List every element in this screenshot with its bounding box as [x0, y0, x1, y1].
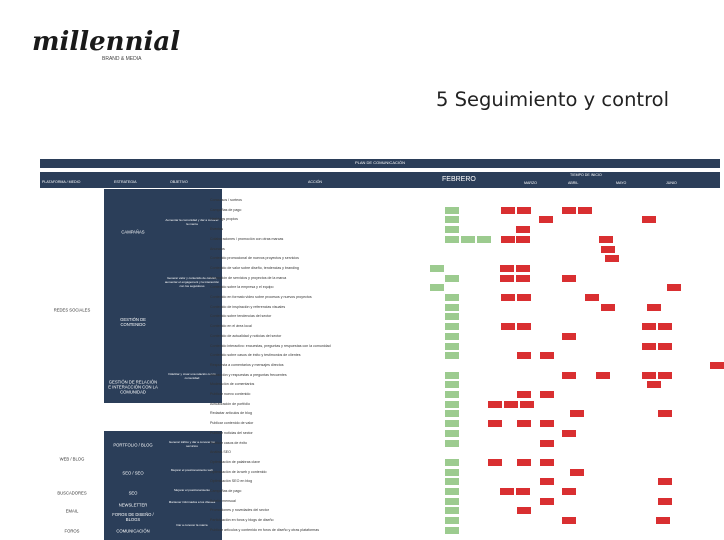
timeline-mark-active [520, 401, 534, 408]
timeline-mark-active [516, 236, 530, 243]
timeline-mark-planned [445, 507, 459, 514]
timeline-mark-planned [445, 459, 459, 466]
timeline-mark-active [658, 478, 672, 485]
timeline-mark-planned [477, 236, 491, 243]
objective-7: Mantener informados a los clientes [168, 500, 216, 504]
timeline-mark-active [540, 420, 554, 427]
action-row: Colaboraciones / promoción con otras marcas [210, 236, 284, 241]
timeline-mark-planned [445, 498, 459, 505]
strategy-newsletter: NEWSLETTER [104, 499, 222, 512]
action-row: Concursos / sorteos [210, 198, 242, 202]
action-row: Análisis SEO [210, 450, 231, 455]
action-row: Eventos [210, 227, 223, 232]
timeline-mark-active [540, 352, 554, 359]
action-row: Contenido en el área local [210, 324, 252, 329]
timeline-mark-active [658, 343, 672, 350]
platform-redes-sociales: REDES SOCIALES [40, 189, 104, 432]
month-abril: ABRIL [568, 181, 579, 185]
action-row: Boletín mensual [210, 498, 236, 503]
month-mayo: MAYO [616, 181, 627, 185]
action-row: Contenido en formato video sobre procesos y nuevos proyectos [210, 295, 312, 299]
communication-plan-table [40, 159, 720, 540]
timeline-mark-planned [445, 430, 459, 437]
timeline-mark-active [656, 517, 670, 524]
timeline-mark-active [562, 488, 576, 495]
action-row: Contenido sobre casos de éxito y testimonios de clientes [210, 353, 301, 358]
plan-title: PLAN DE COMUNICACIÓN [354, 160, 405, 165]
timeline-mark-planned [445, 527, 459, 534]
timeline-mark-planned [445, 391, 459, 398]
timeline-mark-active [517, 391, 531, 398]
timeline-mark-planned [445, 226, 459, 233]
timeline-mark-active [596, 372, 610, 379]
timeline-mark-active [500, 275, 514, 282]
timeline-mark-planned [445, 207, 459, 214]
action-row: Promociones y novedades del sector [210, 508, 269, 513]
header-objetivo: OBJETIVO [170, 180, 188, 184]
strategy-foros: FOROS DE DISEÑO / BLOGS [104, 511, 222, 523]
platform-email: EMAIL [40, 499, 104, 523]
timeline-mark-active [504, 401, 518, 408]
timeline-mark-active [500, 488, 514, 495]
brand-tagline: BRAND & MEDIA [102, 56, 142, 62]
action-row: Contenido interactivo: encuestas, preguntas y respuestas con la comunidad [210, 343, 331, 348]
month-febrero: FEBRERO [442, 176, 476, 183]
timeline-mark-planned [445, 372, 459, 379]
timeline-mark-active [488, 401, 502, 408]
timeline-mark-planned [445, 469, 459, 476]
page-title: 5 Seguimiento y control [436, 88, 670, 111]
timeline-mark-active [517, 207, 531, 214]
timeline-mark-active [562, 430, 576, 437]
objective-3: Fidelizar y crear una relación con la comunidad [168, 372, 216, 380]
header-accion: ACCIÓN [308, 180, 322, 184]
timeline-mark-active [599, 236, 613, 243]
action-row: Contenido promocional de nuevos proyectos y servicios [210, 256, 299, 261]
timeline-mark-planned [445, 420, 459, 427]
timeline-mark-active [517, 294, 531, 301]
timeline-mark-active [517, 459, 531, 466]
timeline-mark-planned [445, 488, 459, 495]
action-row: Publicar casos de éxito [210, 440, 247, 445]
timeline-mark-active [605, 255, 619, 262]
strategy-seo-web: SEO / SEO [104, 459, 222, 488]
timeline-mark-planned [445, 478, 459, 485]
timeline-mark-active [658, 410, 672, 417]
action-row: Publicar contenido de valor [210, 421, 254, 426]
action-row: Actualización de portfolio [210, 401, 250, 406]
timeline-mark-active [658, 323, 672, 330]
timeline-mark-active [540, 391, 554, 398]
column-header-bar [40, 172, 720, 188]
timeline-mark-planned [445, 313, 459, 320]
timeline-mark-active [642, 216, 656, 223]
timeline-mark-active [578, 207, 592, 214]
timeline-mark-active [517, 507, 531, 514]
timeline-mark-planned [445, 517, 459, 524]
timeline-mark-planned [445, 410, 459, 417]
timeline-mark-active [501, 207, 515, 214]
brand-name: millennial [32, 27, 181, 57]
action-row: Respuesta a comentarios y mensajes directos [210, 362, 284, 367]
timeline-mark-planned [445, 236, 459, 243]
timeline-mark-active [539, 216, 553, 223]
timeline-mark-active [516, 275, 530, 282]
action-row: Moderación de comentarios [210, 382, 255, 387]
platform-web-blog: WEB / BLOG [40, 431, 104, 488]
strategy-campanas: CAMPAÑAS [104, 189, 222, 275]
platform-foros: FOROS [40, 522, 104, 540]
action-row: Interacción y respuestas a preguntas frecuentes [210, 372, 287, 377]
action-row: Optimización SEO en blog [210, 479, 253, 484]
strategy-gestion-relacion: GESTIÓN DE RELACIÓN E INTERACCIÓN CON LA COMUNIDAD [104, 370, 222, 404]
action-row: Optimización de palabras clave [210, 459, 260, 464]
objective-1: Aumentar la comunidad y dar a conocer la marca [165, 218, 219, 226]
objective-5: Mejorar el posicionamiento web [170, 468, 214, 472]
timeline-mark-planned [445, 440, 459, 447]
timeline-mark-active [642, 323, 656, 330]
action-row: Anuncios [210, 246, 225, 251]
timeline-mark-planned [445, 294, 459, 301]
month-marzo: MARZO [524, 181, 537, 185]
action-row: Hashtags propios [210, 217, 238, 222]
timeline-mark-planned [430, 265, 444, 272]
timeline-mark-planned [430, 284, 444, 291]
timeline-mark-active [647, 381, 661, 388]
timeline-mark-active [501, 236, 515, 243]
objective-8: Dar a conocer la marca [176, 523, 208, 527]
timeline-mark-active [667, 284, 681, 291]
objective-6: Mejorar el posicionamiento [174, 488, 210, 492]
timeline-mark-active [488, 420, 502, 427]
timeline-mark-active [570, 410, 584, 417]
action-row: Optimización de la web y contenido [210, 469, 267, 474]
action-row: Publicar noticias del sector [210, 430, 253, 435]
action-row: Contenido de valor sobre diseño, tendencias y branding [210, 265, 299, 270]
action-row: Contenido de actualidad y noticias del sector [210, 333, 282, 338]
timeline-mark-active [501, 323, 515, 330]
timeline-mark-active [516, 226, 530, 233]
brand-logo [30, 18, 181, 68]
timeline-mark-active [562, 275, 576, 282]
action-row: Contenido de inspiración y referencias visuales [210, 304, 286, 309]
header-plataforma: PLATAFORMA / MEDIO [42, 180, 81, 184]
timeline-mark-planned [445, 401, 459, 408]
timeline-mark-active [601, 246, 615, 253]
timeline-mark-planned [445, 343, 459, 350]
plan-title-bar [40, 159, 720, 168]
timeline-mark-planned [445, 333, 459, 340]
timeline-mark-planned [445, 275, 459, 282]
action-row: Campañas de pago [210, 489, 242, 493]
timeline-mark-active [540, 440, 554, 447]
header-tiempo: TIEMPO DE INICIO [570, 173, 602, 177]
platform-buscadores: BUSCADORES [40, 487, 104, 500]
timeline-mark-active [517, 420, 531, 427]
timeline-mark-active [642, 372, 656, 379]
objective-4: Generar tráfico y dar a conocer los servicios [168, 440, 216, 448]
action-row: Redactar artículos de blog [210, 411, 252, 416]
action-row: Publicar artículos y contenido en foros de diseño y otras plataformas [210, 527, 320, 532]
strategy-portfolio-blog: PORTFOLIO / BLOG [104, 431, 222, 460]
timeline-mark-active [562, 333, 576, 340]
timeline-mark-active [501, 294, 515, 301]
timeline-mark-active [517, 323, 531, 330]
action-row: Campañas de pago [210, 207, 242, 212]
timeline-mark-active [540, 459, 554, 466]
timeline-mark-active [562, 372, 576, 379]
timeline-mark-active [562, 207, 576, 214]
strategy-comunicacion: COMUNICACIÓN [104, 522, 222, 540]
objective-2: Generar valor y contenido de calidad, aumentar el engagement y la interacción con los seguidores [164, 276, 220, 288]
timeline-mark-active [500, 265, 514, 272]
timeline-mark-planned [445, 381, 459, 388]
timeline-mark-active [601, 304, 615, 311]
timeline-mark-active [562, 517, 576, 524]
month-junio: JUNIO [666, 181, 677, 185]
timeline-mark-active [658, 498, 672, 505]
action-row: Contenido sobre la empresa y el equipo [210, 285, 274, 290]
timeline-mark-planned [445, 352, 459, 359]
action-row: Publicar nuevo contenido [210, 392, 251, 396]
timeline-mark-active [570, 469, 584, 476]
strategy-seo: SEO [104, 487, 222, 500]
timeline-mark-active [540, 498, 554, 505]
header-estrategia: ESTRATEGIA [114, 180, 137, 184]
timeline-mark-active [517, 352, 531, 359]
timeline-mark-planned [445, 304, 459, 311]
timeline-mark-active [488, 459, 502, 466]
timeline-mark-active [540, 478, 554, 485]
timeline-mark-planned [461, 236, 475, 243]
strategy-gestion-contenido: GESTIÓN DE CONTENIDO [104, 274, 222, 371]
timeline-mark-active [585, 294, 599, 301]
timeline-mark-planned [445, 216, 459, 223]
action-row: Participación en foros y blogs de diseño [210, 518, 274, 523]
timeline-mark-active [658, 372, 672, 379]
action-row: Promoción de servicios y proyectos de la marca [210, 275, 287, 280]
timeline-mark-active [516, 265, 530, 272]
timeline-mark-active [710, 362, 724, 369]
timeline-mark-planned [445, 323, 459, 330]
timeline-mark-active [647, 304, 661, 311]
timeline-mark-active [516, 488, 530, 495]
timeline-mark-active [642, 343, 656, 350]
action-row: Contenido sobre tendencias del sector [210, 314, 272, 319]
strategy-gap [104, 403, 222, 432]
